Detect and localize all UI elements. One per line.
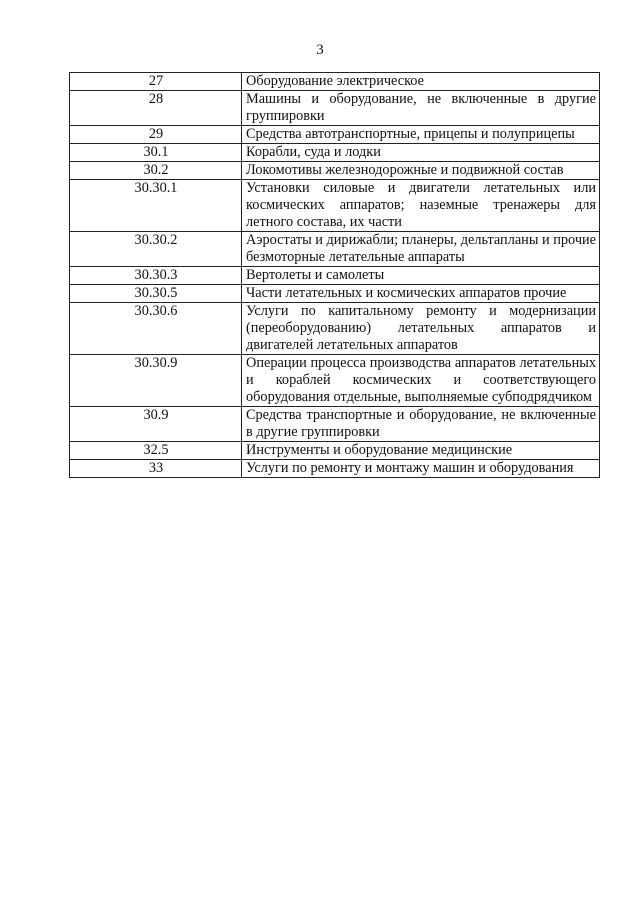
table-row — [70, 442, 600, 460]
table-row — [70, 162, 600, 180]
code-cell: 28 — [70, 91, 242, 126]
table-row — [70, 285, 600, 303]
description-cell: Средства транспортные и оборудование, не включенные в другие группировки — [242, 407, 600, 442]
description-cell: Локомотивы железнодорожные и подвижной состав — [242, 162, 600, 180]
description-cell: Инструменты и оборудование медицинские — [242, 442, 600, 460]
table-row — [70, 355, 600, 407]
description-cell: Услуги по капитальному ремонту и модернизации (переоборудованию) летательных аппаратов и двигателей летательных аппаратов — [242, 303, 600, 355]
code-cell: 30.2 — [70, 162, 242, 180]
code-cell: 30.30.2 — [70, 232, 242, 267]
description-cell: Установки силовые и двигатели летательных или космических аппаратов; наземные тренажеры для летного состава, их части — [242, 180, 600, 232]
code-cell: 32.5 — [70, 442, 242, 460]
table-row — [70, 303, 600, 355]
table-row — [70, 180, 600, 232]
description-cell: Части летательных и космических аппаратов прочие — [242, 285, 600, 303]
table-row — [70, 232, 600, 267]
description-cell: Вертолеты и самолеты — [242, 267, 600, 285]
description-cell: Оборудование электрическое — [242, 73, 600, 91]
table-row — [70, 267, 600, 285]
description-cell: Корабли, суда и лодки — [242, 144, 600, 162]
code-cell: 27 — [70, 73, 242, 91]
code-cell: 30.30.5 — [70, 285, 242, 303]
code-cell: 30.30.6 — [70, 303, 242, 355]
table-row — [70, 91, 600, 126]
table-row — [70, 407, 600, 442]
code-cell: 30.30.3 — [70, 267, 242, 285]
description-cell: Аэростаты и дирижабли; планеры, дельтапланы и прочие безмоторные летательные аппараты — [242, 232, 600, 267]
table-row — [70, 144, 600, 162]
code-cell: 30.9 — [70, 407, 242, 442]
table-body — [70, 73, 600, 478]
description-cell: Услуги по ремонту и монтажу машин и оборудования — [242, 460, 600, 478]
table-row — [70, 73, 600, 91]
code-cell: 29 — [70, 126, 242, 144]
code-cell: 30.30.1 — [70, 180, 242, 232]
classification-table — [69, 72, 600, 478]
table-row — [70, 126, 600, 144]
code-cell: 30.1 — [70, 144, 242, 162]
description-cell: Машины и оборудование, не включенные в другие группировки — [242, 91, 600, 126]
page-number: 3 — [316, 42, 324, 58]
code-cell: 30.30.9 — [70, 355, 242, 407]
description-cell: Операции процесса производства аппаратов летательных и кораблей космических и соответствующего оборудования отдельные, выполняемые субподрядчиком — [242, 355, 600, 407]
code-cell: 33 — [70, 460, 242, 478]
table-row — [70, 460, 600, 478]
description-cell: Средства автотранспортные, прицепы и полуприцепы — [242, 126, 600, 144]
